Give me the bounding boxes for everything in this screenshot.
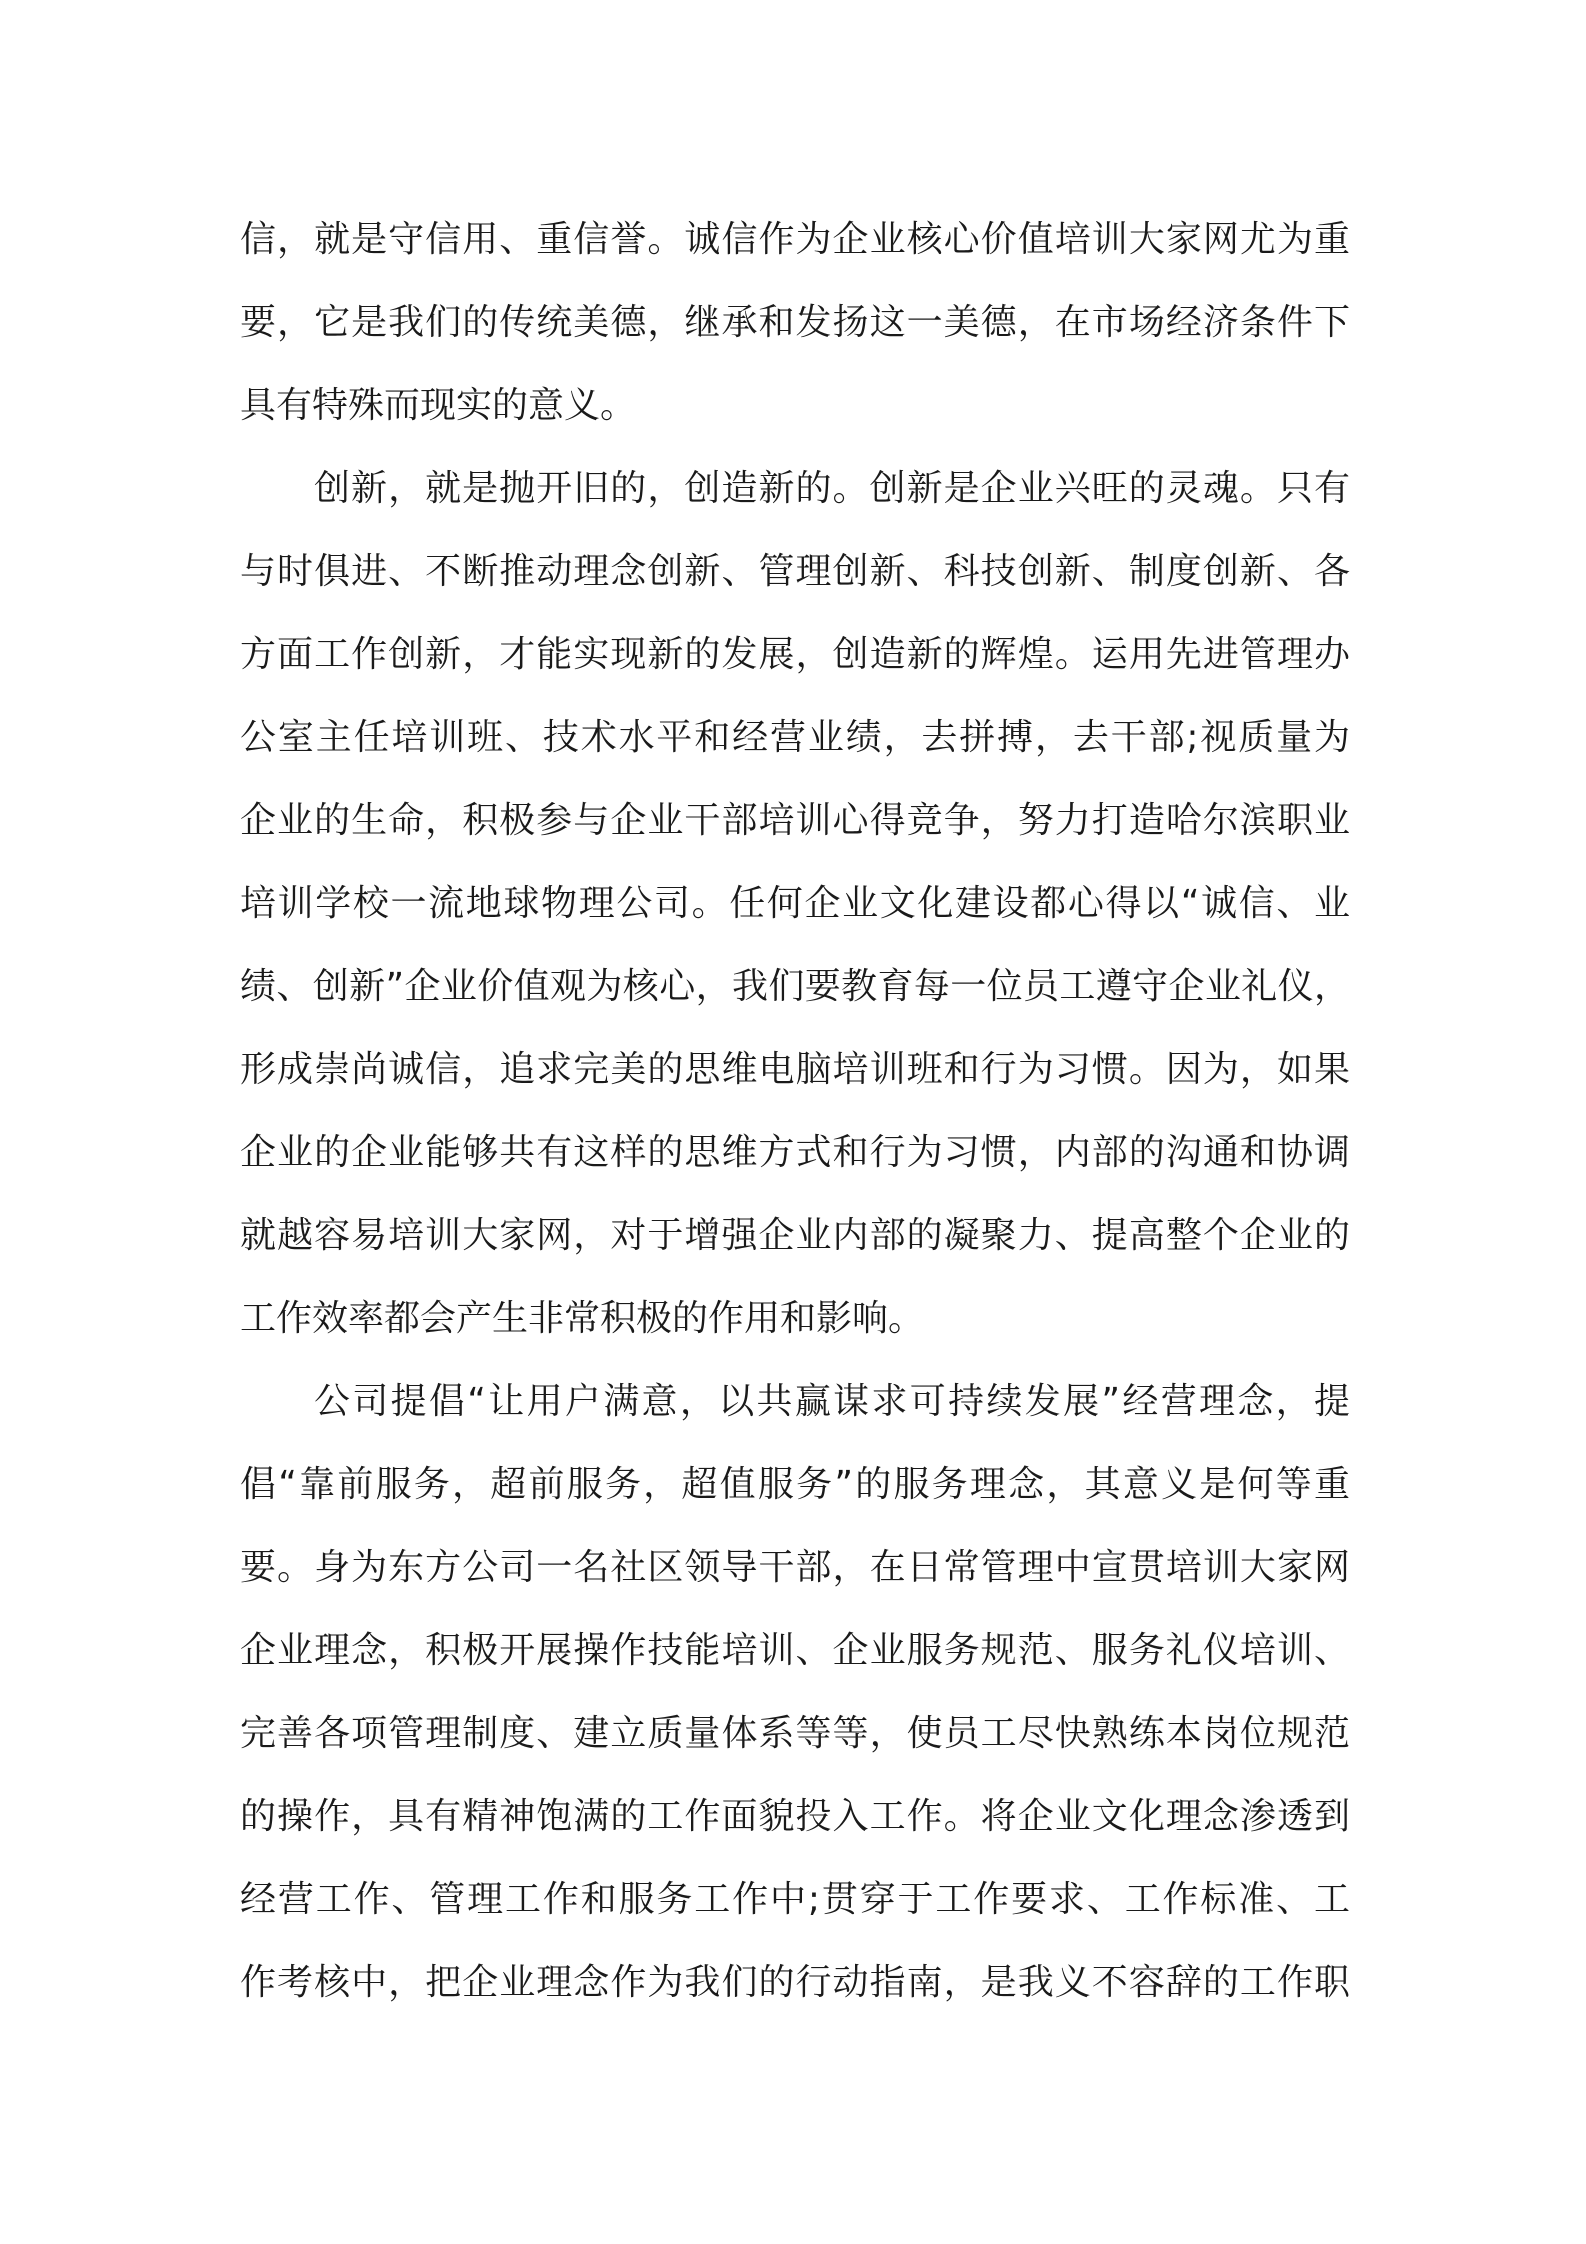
text-line-11: 形成崇尚诚信，追求完美的思维电脑培训班和行为习惯。因为，如果	[240, 1049, 1350, 1090]
text-line-14: 工作效率都会产生非常积极的作用和影响。	[240, 1298, 925, 1339]
text-line-21: 经营工作、管理工作和服务工作中;贯穿于工作要求、工作标准、工	[240, 1879, 1350, 1920]
text-line-17: 要。身为东方公司一名社区领导干部，在日常管理中宣贯培训大家网	[240, 1547, 1350, 1588]
text-line-5: 与时俱进、不断推动理念创新、管理创新、科技创新、制度创新、各	[240, 551, 1350, 592]
text-line-7: 公室主任培训班、技术水平和经营业绩，去拼搏，去干部;视质量为	[240, 717, 1350, 758]
text-line-19: 完善各项管理制度、建立质量体系等等，使员工尽快熟练本岗位规范	[240, 1713, 1350, 1754]
text-line-8: 企业的生命，积极参与企业干部培训心得竞争，努力打造哈尔滨职业	[240, 800, 1350, 841]
text-line-10: 绩、创新”企业价值观为核心，我们要教育每一位员工遵守企业礼仪，	[240, 966, 1350, 1007]
text-line-18: 企业理念，积极开展操作技能培训、企业服务规范、服务礼仪培训、	[240, 1630, 1350, 1671]
text-line-3: 具有特殊而现实的意义。	[240, 385, 637, 426]
text-line-4: 创新，就是抛开旧的，创造新的。创新是企业兴旺的灵魂。只有	[314, 468, 1350, 509]
text-line-12: 企业的企业能够共有这样的思维方式和行为习惯，内部的沟通和协调	[240, 1132, 1350, 1173]
text-line-6: 方面工作创新，才能实现新的发展，创造新的辉煌。运用先进管理办	[240, 634, 1350, 675]
text-line-15: 公司提倡“让用户满意，以共赢谋求可持续发展”经营理念，提	[314, 1381, 1350, 1422]
text-line-2: 要，它是我们的传统美德，继承和发扬这一美德，在市场经济条件下	[240, 302, 1350, 343]
text-line-9: 培训学校一流地球物理公司。任何企业文化建设都心得以“诚信、业	[240, 883, 1350, 924]
text-line-16: 倡“靠前服务，超前服务，超值服务”的服务理念，其意义是何等重	[240, 1464, 1350, 1505]
text-line-22: 作考核中，把企业理念作为我们的行动指南，是我义不容辞的工作职	[240, 1962, 1350, 2003]
body-text	[240, 198, 1350, 2024]
text-line-13: 就越容易培训大家网，对于增强企业内部的凝聚力、提高整个企业的	[240, 1215, 1350, 1256]
text-line-20: 的操作，具有精神饱满的工作面貌投入工作。将企业文化理念渗透到	[240, 1796, 1350, 1837]
text-line-1: 信，就是守信用、重信誉。诚信作为企业核心价值培训大家网尤为重	[240, 219, 1350, 260]
